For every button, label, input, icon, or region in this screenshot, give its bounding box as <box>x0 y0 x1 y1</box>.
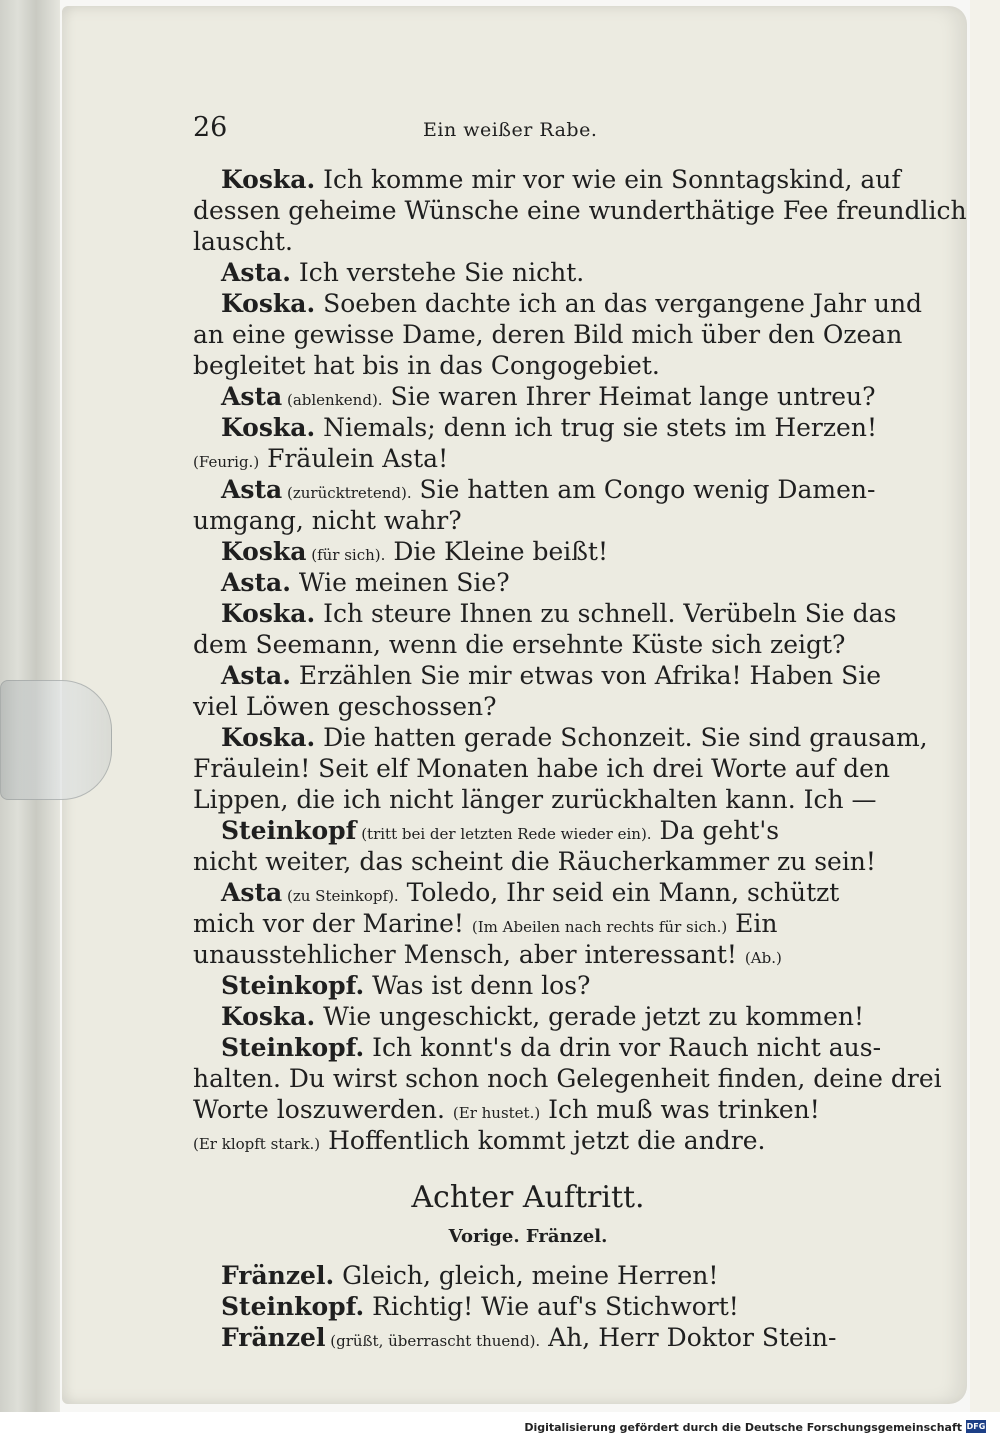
page-content <box>193 112 967 1353</box>
speaker-name: Asta <box>221 878 283 907</box>
text-line <box>193 536 863 567</box>
speaker-name: Koska. <box>221 165 316 194</box>
line-text: Gleich, gleich, meine Herren! <box>334 1261 719 1290</box>
text-line <box>193 939 863 970</box>
section-persons: Vorige. Fränzel. <box>448 1226 608 1247</box>
text-line <box>193 288 923 319</box>
line-text: unausstehlicher Mensch, aber interessant! <box>193 940 745 969</box>
text-line <box>193 1094 863 1125</box>
section-title: Achter Auftritt. <box>411 1180 645 1215</box>
stage-direction: (grüßt, überrascht thuend). <box>325 1332 541 1350</box>
line-text: Die hatten gerade Schonzeit. Sie sind grausam, <box>315 723 928 752</box>
line-text: Da geht's <box>651 816 780 845</box>
speaker-name: Koska. <box>221 1002 316 1031</box>
text-line <box>193 1260 863 1291</box>
line-text: nicht weiter, das scheint die Räucherkammer zu sein! <box>193 847 876 876</box>
line-text: Lippen, die ich nicht länger zurückhalten kann. Ich — <box>193 785 877 814</box>
text-line <box>193 1001 863 1032</box>
stage-direction: (Er klopft stark.) <box>193 1135 321 1153</box>
line-text: Was ist denn los? <box>364 971 591 1000</box>
speaker-name: Koska <box>221 537 307 566</box>
text-line <box>193 350 863 381</box>
text-line <box>193 195 967 226</box>
text-line <box>193 1063 942 1094</box>
line-text: Ich steure Ihnen zu schnell. Verübeln Sie das <box>315 599 897 628</box>
line-text: begleitet hat bis in das Congogebiet. <box>193 351 660 380</box>
text-line <box>193 1032 882 1063</box>
text-line <box>193 877 863 908</box>
text-line <box>193 226 863 257</box>
stage-direction: (Er hustet.) <box>452 1104 541 1122</box>
text-line <box>193 722 928 753</box>
page-number: 26 <box>193 112 228 143</box>
line-text: Worte loszuwerden. <box>193 1095 453 1124</box>
stage-direction: (zu Steinkopf). <box>282 887 399 905</box>
text-line <box>193 1322 863 1353</box>
line-text: mich vor der Marine! <box>193 909 472 938</box>
line-text: Wie meinen Sie? <box>290 568 510 597</box>
line-text: Ich komme mir vor wie ein Sonntagskind, auf <box>315 165 901 194</box>
line-text: Ein <box>727 909 778 938</box>
text-line <box>193 474 876 505</box>
speaker-name: Asta <box>221 382 283 411</box>
text-line <box>193 381 876 412</box>
text-line <box>193 567 863 598</box>
text-line <box>193 846 876 877</box>
line-text: Ah, Herr Doktor Stein- <box>540 1323 837 1352</box>
stage-direction: (zurücktretend). <box>282 484 412 502</box>
next-page-edge <box>970 0 1000 1412</box>
line-text: Richtig! Wie auf's Stichwort! <box>364 1292 739 1321</box>
stage-direction: (Feurig.) <box>193 453 260 471</box>
line-text: lauscht. <box>193 227 293 256</box>
line-text: Sie waren Ihrer Heimat lange untreu? <box>382 382 876 411</box>
speaker-name: Koska. <box>221 289 316 318</box>
line-text: viel Löwen geschossen? <box>193 692 497 721</box>
speaker-name: Fränzel. <box>221 1261 335 1290</box>
text-line <box>193 1125 863 1156</box>
line-text: Ich verstehe Sie nicht. <box>290 258 585 287</box>
text-line <box>193 660 882 691</box>
speaker-name: Steinkopf. <box>221 1033 365 1062</box>
line-text: Ich muß was trinken! <box>540 1095 820 1124</box>
text-line <box>193 598 897 629</box>
line-text: dem Seemann, wenn die ersehnte Küste sich zeigt? <box>193 630 846 659</box>
text-line <box>193 784 877 815</box>
line-text: an eine gewisse Dame, deren Bild mich über den Ozean <box>193 320 903 349</box>
dialogue-block-continued <box>193 1260 863 1353</box>
text-line <box>193 1291 863 1322</box>
stage-direction: (für sich). <box>306 546 386 564</box>
line-text: Fräulein Asta! <box>259 444 449 473</box>
running-title: Ein weißer Rabe. <box>423 119 598 141</box>
page-clip <box>0 680 112 800</box>
line-text: Sie hatten am Congo wenig Damen- <box>411 475 876 504</box>
speaker-name: Asta. <box>221 661 291 690</box>
line-text: Niemals; denn ich trug sie stets im Herzen! <box>315 413 877 442</box>
line-text: umgang, nicht wahr? <box>193 506 462 535</box>
speaker-name: Asta. <box>221 258 291 287</box>
dialogue-block <box>193 164 967 1156</box>
text-line <box>193 691 863 722</box>
text-line <box>193 815 863 846</box>
stage-direction: (ablenkend). <box>282 391 383 409</box>
text-line <box>193 412 877 443</box>
line-text: Die Kleine beißt! <box>385 537 609 566</box>
line-text: halten. Du wirst schon noch Gelegenheit finden, deine drei <box>193 1064 942 1093</box>
text-line <box>193 164 901 195</box>
line-text: Erzählen Sie mir etwas von Afrika! Haben Sie <box>290 661 882 690</box>
line-text: Ich konnt's da drin vor Rauch nicht aus- <box>364 1033 882 1062</box>
speaker-name: Steinkopf <box>221 816 357 845</box>
text-line <box>193 629 863 660</box>
dfg-logo: DFG <box>966 1422 986 1431</box>
line-text: Soeben dachte ich an das vergangene Jahr und <box>315 289 923 318</box>
line-text: Toledo, Ihr seid ein Mann, schützt <box>398 878 840 907</box>
line-text: Hoffentlich kommt jetzt die andre. <box>320 1126 766 1155</box>
line-text: Wie ungeschickt, gerade jetzt zu kommen! <box>315 1002 865 1031</box>
speaker-name: Koska. <box>221 413 316 442</box>
speaker-name: Asta. <box>221 568 291 597</box>
stage-direction: (tritt bei der letzten Rede wieder ein). <box>356 825 652 843</box>
footer-credit: Digitalisierung gefördert durch die Deutsche Forschungsgemeinschaft <box>524 1421 962 1434</box>
line-text: Fräulein! Seit elf Monaten habe ich drei Worte auf den <box>193 754 891 783</box>
speaker-name: Steinkopf. <box>221 971 365 1000</box>
speaker-name: Asta <box>221 475 283 504</box>
speaker-name: Koska. <box>221 599 316 628</box>
speaker-name: Koska. <box>221 723 316 752</box>
speaker-name: Fränzel <box>221 1323 326 1352</box>
text-line <box>193 443 863 474</box>
text-line <box>193 908 863 939</box>
text-line <box>193 970 863 1001</box>
stage-direction: (Ab.) <box>744 949 782 967</box>
text-line <box>193 505 863 536</box>
stage-direction: (Im Abeilen nach rechts für sich.) <box>471 918 728 936</box>
text-line <box>193 753 891 784</box>
line-text: dessen geheime Wünsche eine wunderthätige Fee freundlich <box>193 196 967 225</box>
text-line <box>193 257 863 288</box>
page-header <box>193 112 863 152</box>
speaker-name: Steinkopf. <box>221 1292 365 1321</box>
text-line <box>193 319 903 350</box>
